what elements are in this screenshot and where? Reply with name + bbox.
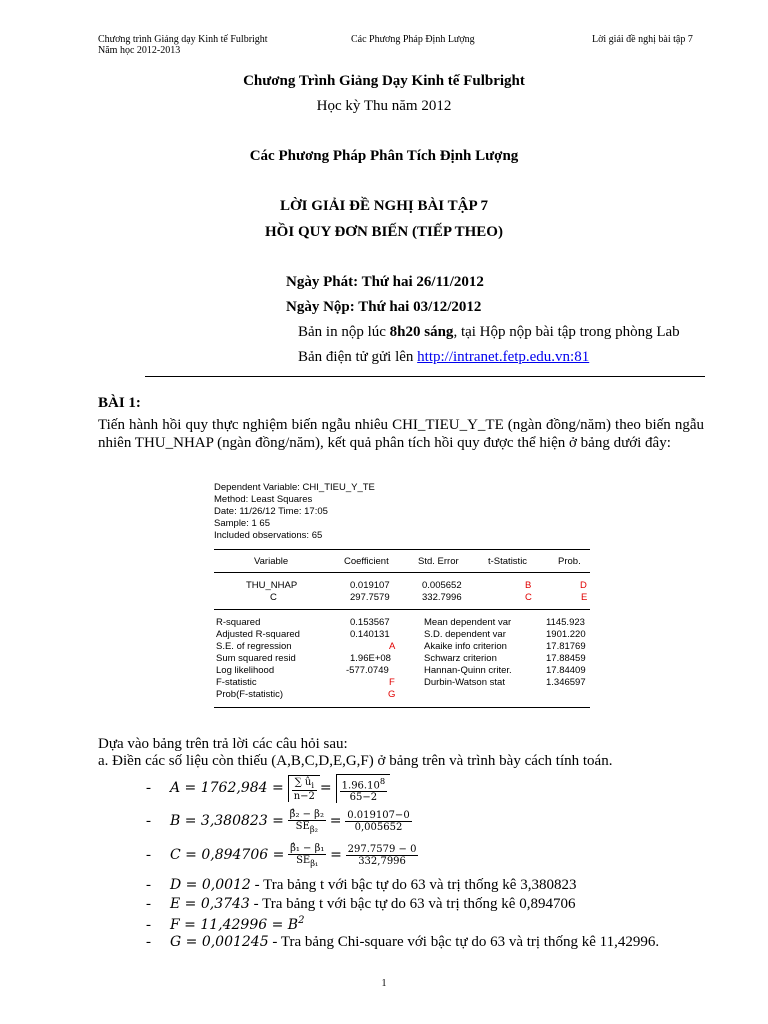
stat-value: -577.0749 <box>346 665 389 676</box>
stat-value: 0.153567 <box>350 617 390 628</box>
answer-B-eq: = <box>329 812 342 829</box>
divider <box>145 376 705 377</box>
answer-D <box>146 877 576 894</box>
stat-label: Mean dependent var <box>424 617 512 628</box>
table-rule <box>214 549 590 550</box>
program-title: Chương Trình Giảng Dạy Kinh tế Fulbright <box>243 73 525 89</box>
answer-B <box>146 809 412 834</box>
frac-num: β̂₂ − β₂ <box>289 809 324 820</box>
frac-num: β̂₁ − β₁ <box>290 843 325 854</box>
semester: Học kỳ Thu năm 2012 <box>316 98 452 114</box>
frac-den: n−2 <box>293 791 315 803</box>
stat-label: Akaike info criterion <box>424 641 507 652</box>
meta-line: Included observations: 65 <box>214 530 323 541</box>
answer-D-text: - Tra bảng t với bậc tự do 63 và trị thống kê 3,380823 <box>250 877 577 893</box>
print-post: , tại Hộp nộp bài tập trong phòng Lab <box>453 324 680 340</box>
print-time: 8h20 sáng <box>389 324 454 340</box>
answer-G-math: G = 0,001245 <box>170 934 269 950</box>
course-title: Các Phương Pháp Phân Tích Định Lượng <box>249 148 519 164</box>
stat-label: Hannan-Quinn criter. <box>424 665 512 676</box>
answer-E-text: - Tra bảng t với bậc tự do 63 và trị thống kê 0,894706 <box>249 896 576 912</box>
meta-line: Date: 11/26/12 Time: 17:05 <box>214 506 328 517</box>
answer-F-math: F = 11,42996 = B <box>170 917 299 933</box>
answer-C-eq: = <box>330 846 342 863</box>
header-course: Các Phương Pháp Định Lượng <box>351 34 475 45</box>
answer-F-sup: 2 <box>298 915 305 926</box>
col-header-coefficient: Coefficient <box>344 556 389 567</box>
col-header-prob: Prob. <box>558 556 581 567</box>
fraction <box>288 809 326 834</box>
table-rule <box>214 707 590 708</box>
row-variable: C <box>270 592 277 603</box>
frac-sub: i <box>311 780 315 791</box>
col-header-t-stat: t-Statistic <box>488 556 528 567</box>
frac-den: SE <box>295 821 310 832</box>
stat-label: Prob(F-statistic) <box>216 689 284 700</box>
stat-label: Durbin-Watson stat <box>424 677 505 688</box>
exercise-intro: Tiến hành hồi quy thực nghiệm biến ngẫu nhiêu CHI_TIEU_Y_TE (ngàn đồng/năm) theo biến ngẫu nhiên THU_NHAP (ngàn đồng/năm), kết quả phân tích hồi quy được thể hiện ở bảng dưới đây: <box>98 417 704 451</box>
answer-A <box>146 774 390 803</box>
frac-num: 1.96.10 <box>341 780 380 792</box>
stat-label: Adjusted R-squared <box>216 629 300 640</box>
col-header-std-error: Std. Error <box>418 556 459 567</box>
issue-date <box>286 274 484 291</box>
electronic-submission <box>298 349 589 366</box>
fraction <box>345 810 411 833</box>
row-coefficient: 297.7579 <box>350 592 390 603</box>
row-std-error: 332.7996 <box>422 592 462 603</box>
heading-topic: HỒI QUY ĐƠN BIẾN (TIẾP THEO) <box>265 224 503 240</box>
bullet-dash: - <box>146 812 151 829</box>
electronic-pre: Bản điện tử gửi lên <box>298 349 418 365</box>
due-value: : Thứ hai 03/12/2012 <box>349 299 482 315</box>
stat-value: 0.140131 <box>350 629 390 640</box>
frac-den: 65−2 <box>349 792 378 804</box>
stat-value: 17.84409 <box>546 665 586 676</box>
stat-value: 1.346597 <box>546 677 586 688</box>
frac-sub: β₁ <box>310 858 319 868</box>
frac-den: 0,005652 <box>354 822 403 833</box>
table-rule <box>214 609 590 610</box>
stat-value: 1901.220 <box>546 629 586 640</box>
stat-label: Log likelihood <box>216 665 275 676</box>
frac-num: 0.019107−0 <box>347 810 410 821</box>
question-a: a. Điền các số liệu còn thiếu (A,B,C,D,E,G,F) ở bảng trên và trình bày cách tính toán. <box>98 753 613 769</box>
header-program: Chương trình Giảng dạy Kinh tế Fulbright <box>98 34 268 45</box>
answer-A-lhs: A = 1762,984 = <box>170 780 284 797</box>
meta-line: Sample: 1 65 <box>214 518 270 529</box>
frac-num: 297.7579 − 0 <box>347 844 417 855</box>
page-number: 1 <box>381 978 387 989</box>
header-year: Năm học 2012-2013 <box>98 45 181 56</box>
answer-D-math: D = 0,0012 <box>170 877 251 893</box>
header-doc-title: Lời giải đề nghị bài tập 7 <box>592 34 693 45</box>
row-coefficient: 0.019107 <box>350 580 390 591</box>
bullet-dash: - <box>146 917 151 933</box>
questions-intro: Dựa vào bảng trên trả lời các câu hỏi sau: <box>98 736 348 752</box>
answer-E-math: E = 0,3743 <box>170 896 250 912</box>
fraction <box>340 776 387 803</box>
bullet-dash: - <box>146 780 151 797</box>
answer-G <box>146 934 659 951</box>
stat-value: 17.88459 <box>546 653 586 664</box>
frac-num: ∑ û <box>294 777 312 789</box>
frac-den: SE <box>296 855 311 866</box>
stat-value: 1.96E+08 <box>350 653 391 664</box>
due-date <box>286 299 481 316</box>
bullet-dash: - <box>146 934 151 950</box>
frac-sup: 8 <box>379 776 386 786</box>
stat-label: S.E. of regression <box>216 641 292 652</box>
meta-line: Method: Least Squares <box>214 494 313 505</box>
table-rule <box>214 572 590 573</box>
bullet-dash: - <box>146 877 151 893</box>
sqrt-sign <box>336 774 390 803</box>
sqrt-sign <box>288 775 320 802</box>
answer-A-eq: = <box>319 780 332 797</box>
regression-output <box>214 482 590 710</box>
row-t-stat-missing: C <box>525 592 532 603</box>
frac-sub: β₂ <box>309 824 318 834</box>
frac-den: 332,7996 <box>358 856 406 867</box>
row-t-stat-missing: B <box>525 580 532 591</box>
bullet-dash: - <box>146 896 151 912</box>
row-prob-missing: E <box>581 592 588 603</box>
print-submission <box>298 324 680 341</box>
bullet-dash: - <box>146 846 151 863</box>
stat-label: S.D. dependent var <box>424 629 506 640</box>
fraction <box>288 843 326 868</box>
fraction <box>346 844 419 867</box>
stat-label: R-squared <box>216 617 261 628</box>
answer-B-lhs: B = 3,380823 = <box>170 812 284 829</box>
row-prob-missing: D <box>580 580 587 591</box>
answer-G-text: - Tra bảng Chi-square với bậc tự do 63 và trị thống kê 11,42996. <box>268 934 660 950</box>
issue-label: Ngày Phát <box>286 274 354 290</box>
meta-line: Dependent Variable: CHI_TIEU_Y_TE <box>214 482 375 493</box>
stat-value-missing: F <box>389 677 395 688</box>
fraction <box>292 777 317 802</box>
stat-value-missing: G <box>388 689 396 700</box>
stat-label: Schwarz criterion <box>424 653 497 664</box>
exercise-label: BÀI 1: <box>98 395 141 411</box>
answer-C-lhs: C = 0,894706 = <box>170 846 285 863</box>
print-pre: Bản in nộp lúc <box>298 324 390 340</box>
stat-label: F-statistic <box>216 677 257 688</box>
stat-value: 17.81769 <box>546 641 586 652</box>
col-header-variable: Variable <box>254 556 289 567</box>
issue-value: : Thứ hai 26/11/2012 <box>353 274 484 290</box>
row-variable: THU_NHAP <box>246 580 298 591</box>
stat-label: Sum squared resid <box>216 653 296 664</box>
answer-F <box>146 915 304 934</box>
stat-value: 1145.923 <box>546 617 585 628</box>
stat-value-missing: A <box>389 641 396 652</box>
row-std-error: 0.005652 <box>422 580 462 591</box>
heading-solution: LỜI GIẢI ĐỀ NGHỊ BÀI TẬP 7 <box>279 198 489 214</box>
intranet-link[interactable]: http://intranet.fetp.edu.vn:81 <box>417 349 590 365</box>
due-label: Ngày Nộp <box>286 299 350 315</box>
answer-E <box>146 896 575 913</box>
answer-C <box>146 843 418 868</box>
